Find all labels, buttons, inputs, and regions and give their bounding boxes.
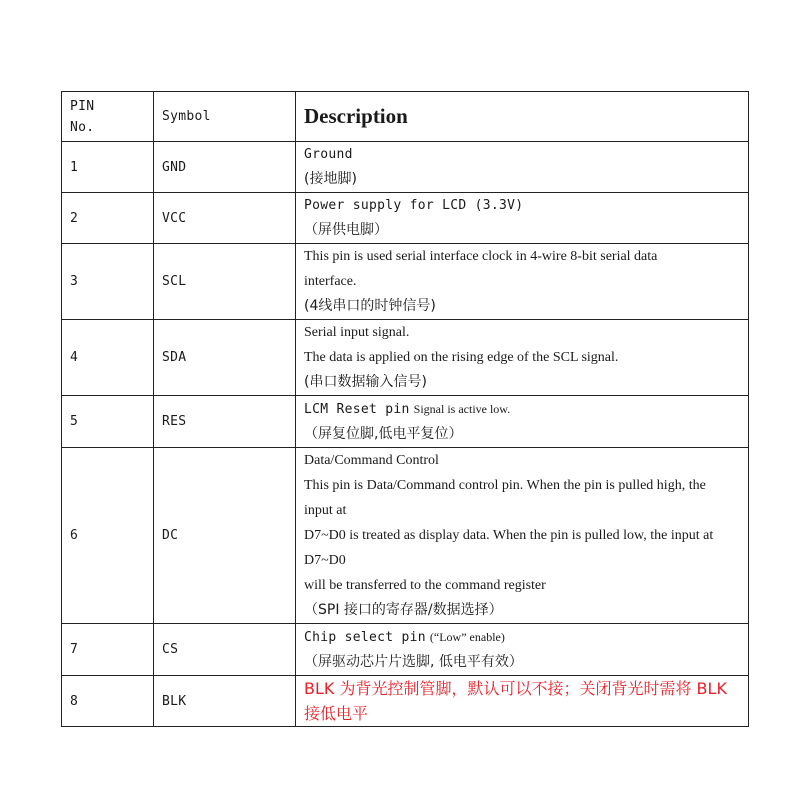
pin-description (296, 396, 749, 448)
description-line: Serial input signal. (304, 325, 410, 340)
description-line-cn: (4线串口的时钟信号) (304, 298, 436, 314)
description-main-text: Chip select pin (304, 630, 426, 645)
pin-number: 6 (62, 448, 154, 624)
description-note: (“Low” enable) (429, 630, 505, 644)
description-line: This pin is used serial interface clock in 4-wire 8-bit serial data (304, 249, 658, 264)
pin-symbol: VCC (154, 193, 296, 244)
table-row (62, 193, 749, 244)
table-row (62, 396, 749, 448)
pin-symbol: SDA (154, 320, 296, 396)
pin-description (296, 193, 749, 244)
pin-number: 2 (62, 193, 154, 244)
pin-description (296, 320, 749, 396)
table-row (62, 142, 749, 193)
description-main-text: LCM Reset pin (304, 402, 410, 417)
description-line-cn: （屏供电脚） (304, 222, 388, 238)
pin-symbol: BLK (154, 676, 296, 727)
table-row (62, 244, 749, 320)
pin-description (296, 142, 749, 193)
description-line-cn: （屏驱动芯片片选脚, 低电平有效） (304, 654, 523, 670)
pin-number: 3 (62, 244, 154, 320)
description-note: Signal is active low. (413, 402, 511, 416)
description-line: D7~D0 (304, 553, 346, 568)
description-line: input at (304, 503, 347, 518)
description-line: D7~D0 is treated as display data. When the pin is pulled low, the input at (304, 528, 714, 543)
description-line: Data/Command Control (304, 453, 439, 468)
pin-number: 4 (62, 320, 154, 396)
description-line: Ground (304, 147, 353, 162)
pin-description (296, 244, 749, 320)
description-line: This pin is Data/Command control pin. When the pin is pulled high, the (304, 478, 706, 493)
header-description: Description (296, 92, 749, 142)
pin-symbol: SCL (154, 244, 296, 320)
pin-description (296, 448, 749, 624)
description-line: The data is applied on the rising edge of the SCL signal. (304, 350, 619, 365)
pin-number: 1 (62, 142, 154, 193)
table-row (62, 676, 749, 727)
pin-symbol: RES (154, 396, 296, 448)
description-line: will be transferred to the command register (304, 578, 546, 593)
pin-description-table (61, 91, 749, 727)
description-line: interface. (304, 274, 357, 289)
header-symbol: Symbol (154, 92, 296, 142)
pin-symbol: GND (154, 142, 296, 193)
table-header-row (62, 92, 749, 142)
description-line-cn: （SPI 接口的寄存器/数据选择） (304, 602, 503, 618)
table-row (62, 448, 749, 624)
pin-number: 7 (62, 624, 154, 676)
table-row (62, 320, 749, 396)
table-row (62, 624, 749, 676)
pin-description (296, 624, 749, 676)
pin-number: 5 (62, 396, 154, 448)
description-line (304, 624, 742, 650)
pin-symbol: DC (154, 448, 296, 624)
pin-number: 8 (62, 676, 154, 727)
description-line-cn: （屏复位脚,低电平复位） (304, 426, 463, 442)
pin-description-warning (296, 676, 749, 727)
pin-symbol: CS (154, 624, 296, 676)
description-line-warning: 接低电平 (304, 704, 369, 723)
description-line: Power supply for LCD (3.3V) (304, 198, 524, 213)
description-line (304, 396, 742, 422)
description-line-cn: (串口数据输入信号) (304, 374, 427, 390)
description-line-cn: (接地脚) (304, 171, 357, 187)
description-line-warning: BLK 为背光控制管脚，默认可以不接；关闭背光时需将 BLK (304, 679, 727, 698)
header-pin-no: PIN No. (62, 92, 154, 142)
